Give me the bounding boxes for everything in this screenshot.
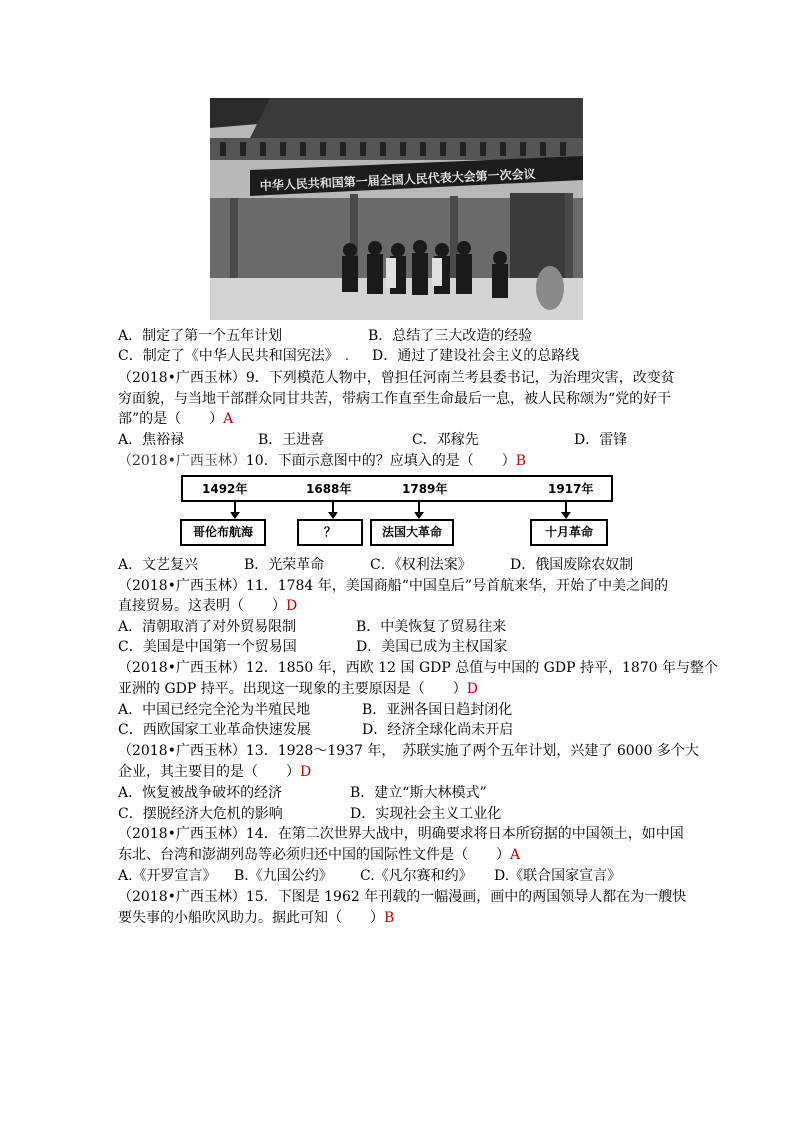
q11-stem-line1: （2018•广西玉林）11．1784 年，美国商船“中国皇后”号首航来华，开始了中美之间的 [118, 578, 669, 594]
q8-option-d: D．通过了建设社会主义的总路线 [372, 348, 580, 364]
congress-photo-drawing [210, 98, 583, 320]
q9-stem-line1: （2018•广西玉林）9．下列模范人物中，曾担任河南兰考县委书记，为治理灾害，改变贫 [118, 370, 675, 386]
q14-option-a: A.《开罗宣言》 [118, 868, 217, 884]
q12-stem-line1: （2018•广西玉林）12．1850 年，西欧 12 国 GDP 总值与中国的 GDP 持平，1870 年与整个 [118, 660, 719, 676]
banner-text: 中华人民共和国第一届全国人民代表大会第一次会议 [259, 166, 536, 193]
timeline-arrow-4 [565, 502, 567, 514]
q10-option-c: C．《权利法案》 [370, 557, 472, 573]
q11-answer: D [286, 598, 298, 614]
timeline-year-1492: 1492年 [202, 482, 248, 496]
q14-option-d: D.《联合国家宣言》 [494, 868, 622, 884]
timeline-year-1789: 1789年 [402, 482, 448, 496]
q10-option-b: B．光荣革命 [244, 557, 325, 573]
q13-answer: D [300, 764, 312, 780]
q13-stem-text: 企业，其主要目的是（ ） [118, 764, 300, 780]
timeline-event-2: ？ [297, 519, 363, 546]
q9-option-c: C．邓稼先 [412, 432, 479, 448]
q11-option-c: C．美国是中国第一个贸易国 [118, 639, 297, 655]
q11-option-a: A．清朝取消了对外贸易限制 [118, 619, 297, 635]
q8-option-c-mark: . [344, 348, 350, 364]
q8-option-b: B．总结了三大改造的经验 [368, 328, 533, 344]
q15-stem-line1: （2018•广西玉林）15．下图是 1962 年刊载的一幅漫画，画中的两国领导人都在为一艘快 [118, 889, 687, 905]
q14-stem-text: 东北、台湾和澎湖列岛等必须归还中国的国际性文件是（ ） [118, 847, 510, 863]
q9-stem-line2: 穷面貌，与当地干部群众同甘共苦，带病工作直至生命最后一息，被人民称颂为“党的好干 [118, 391, 672, 407]
timeline-year-1688: 1688年 [306, 482, 352, 496]
q9-stem-line3 [118, 409, 233, 429]
q10-answer: B [515, 453, 527, 469]
timeline-year-1917: 1917年 [548, 482, 594, 496]
q13-option-d: D．实现社会主义工业化 [350, 806, 502, 822]
q13-option-a: A．恢复被战争破坏的经济 [118, 785, 283, 801]
q14-answer: A [510, 847, 521, 863]
q9-option-d: D．雷锋 [574, 432, 628, 448]
timeline-arrow-1 [234, 502, 236, 514]
q9-stem-text: 部”的是（ ） [118, 411, 224, 427]
q10-stem-text: 10．下面示意图中的？应填入的是（ ） [245, 453, 516, 469]
congress-photo [210, 98, 583, 320]
timeline-event-3: 法国大革命 [370, 519, 454, 546]
q9-option-a: A．焦裕禄 [118, 432, 185, 448]
q10-source: （2018•广西玉林） [118, 453, 246, 469]
q12-option-b: B．亚洲各国日趋封闭化 [362, 702, 513, 718]
q12-option-a: A．中国已经完全沦为半殖民地 [118, 702, 311, 718]
q12-option-c: C．西欧国家工业革命快速发展 [118, 722, 311, 738]
q14-stem-line1: （2018•广西玉林）14．在第二次世界大战中，明确要求将日本所窃据的中国领土，如中国 [118, 826, 684, 842]
q15-answer: B [384, 910, 395, 926]
q13-option-c: C．摆脱经济大危机的影响 [118, 806, 283, 822]
q13-stem-line1: （2018•广西玉林）13．1928～1937 年， 苏联实施了两个五年计划，兴建了 6000 多个大 [118, 743, 699, 759]
q11-stem-text: 直接贸易。这表明（ ） [118, 598, 286, 614]
q10-option-a: A．文艺复兴 [118, 557, 199, 573]
q10-stem [118, 451, 526, 471]
q10-option-d: D．俄国废除农奴制 [510, 557, 634, 573]
q15-stem-line2 [118, 908, 394, 928]
q8-option-c-text: C．制定了《中华人民共和国宪法》 [118, 348, 339, 364]
q13-stem-line2 [118, 762, 311, 782]
timeline-event-4: 十月革命 [530, 519, 608, 546]
q12-answer: D [466, 681, 478, 697]
q15-stem-text: 要失事的小船吹风助力。据此可知（ ） [118, 910, 384, 926]
timeline-arrow-3 [418, 502, 420, 514]
q12-option-d: D．经济全球化尚未开启 [362, 722, 514, 738]
q14-option-b: B.《九国公约》 [234, 868, 333, 884]
timeline-arrow-2 [332, 502, 334, 514]
q11-option-d: D．美国已成为主权国家 [356, 639, 508, 655]
q9-option-b: B．王进喜 [258, 432, 325, 448]
q14-stem-line2 [118, 845, 520, 865]
q8-option-c [118, 346, 349, 366]
q12-stem-text: 亚洲的 GDP 持平。出现这一现象的主要原因是（ ） [118, 681, 467, 697]
q12-stem-line2 [118, 679, 478, 699]
q11-stem-line2 [118, 596, 297, 616]
timeline-event-1: 哥伦布航海 [180, 519, 266, 546]
q9-answer: A [223, 411, 234, 427]
q13-option-b: B．建立“斯大林模式” [350, 785, 487, 801]
q11-option-b: B．中美恢复了贸易往来 [356, 619, 507, 635]
q8-option-a: A．制定了第一个五年计划 [118, 328, 283, 344]
q14-option-c: C.《凡尔赛和约》 [360, 868, 473, 884]
